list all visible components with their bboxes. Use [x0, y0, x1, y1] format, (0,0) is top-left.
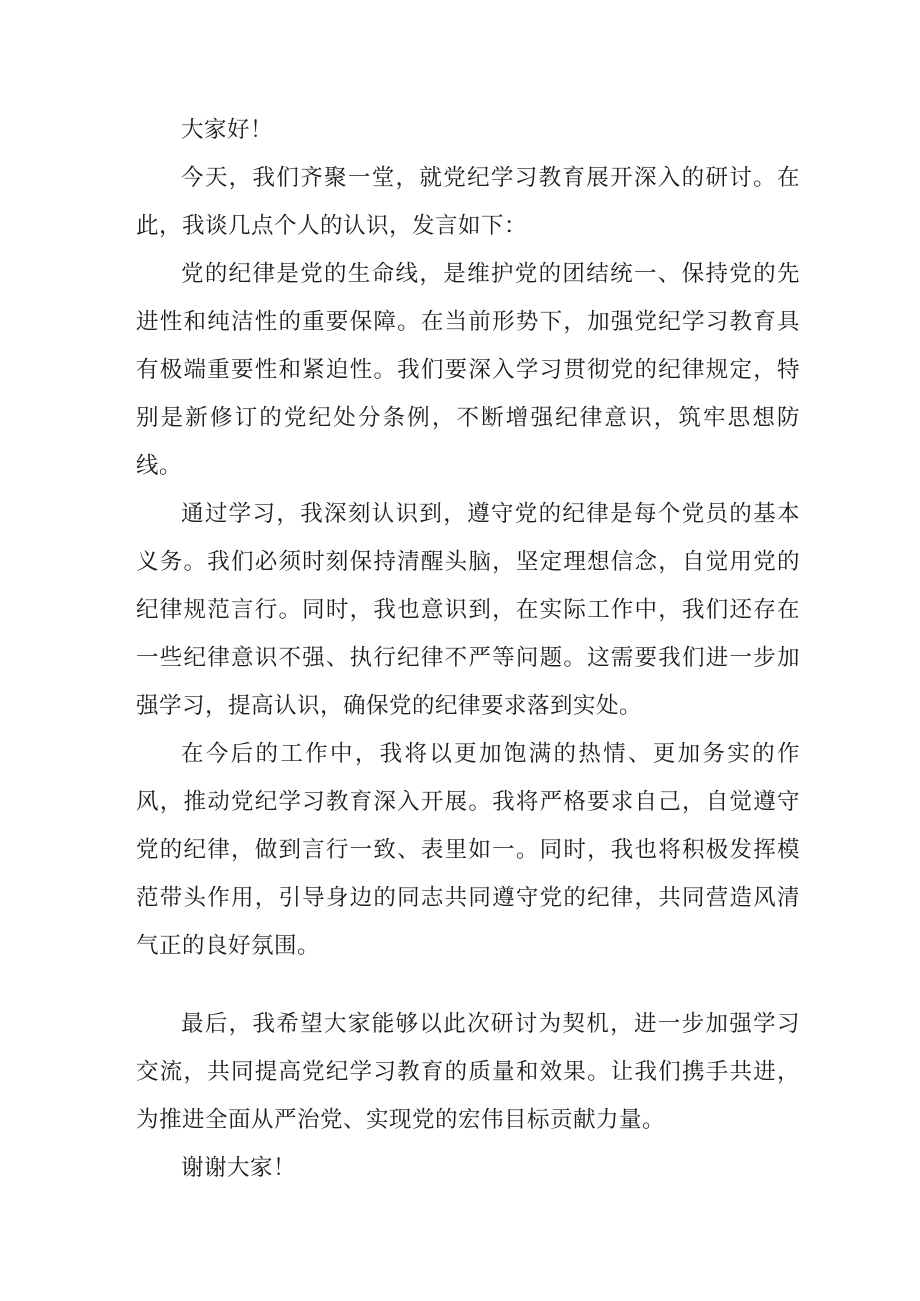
paragraph-intro: 今天，我们齐聚一堂，就党纪学习教育展开深入的研讨。在此，我谈几点个人的认识，发言如下：: [136, 165, 800, 239]
paragraph-understanding: 通过学习，我深刻认识到，遵守党的纪律是每个党员的基本义务。我们必须时刻保持清醒头脑，坚定理想信念，自觉用党的纪律规范言行。同时，我也意识到，在实际工作中，我们还存在一些纪律意识不强、执行纪律不严等问题。这需要我们进一步加强学习，提高认识，确保党的纪律要求落到实处。: [136, 501, 800, 719]
paragraph-future-work: 在今后的工作中，我将以更加饱满的热情、更加务实的作风，推动党纪学习教育深入开展。我将严格要求自己，自觉遵守党的纪律，做到言行一致、表里如一。同时，我也将积极发挥模范带头作用，引导身边的同志共同遵守党的纪律，共同营造风清气正的良好氛围。: [136, 741, 800, 959]
paragraph-discipline: 党的纪律是党的生命线，是维护党的团结统一、保持党的先进性和纯洁性的重要保障。在当前形势下，加强党纪学习教育具有极端重要性和紧迫性。我们要深入学习贯彻党的纪律规定，特别是新修订的党纪处分条例，不断增强纪律意识，筑牢思想防线。: [136, 261, 800, 479]
closing: 谢谢大家！: [181, 1155, 297, 1181]
paragraph-conclusion: 最后，我希望大家能够以此次研讨为契机，进一步加强学习交流，共同提高党纪学习教育的质量和效果。让我们携手共进，为推进全面从严治党、实现党的宏伟目标贡献力量。: [136, 1011, 800, 1133]
document-body: [136, 106, 800, 1192]
greeting: 大家好！: [181, 117, 274, 143]
